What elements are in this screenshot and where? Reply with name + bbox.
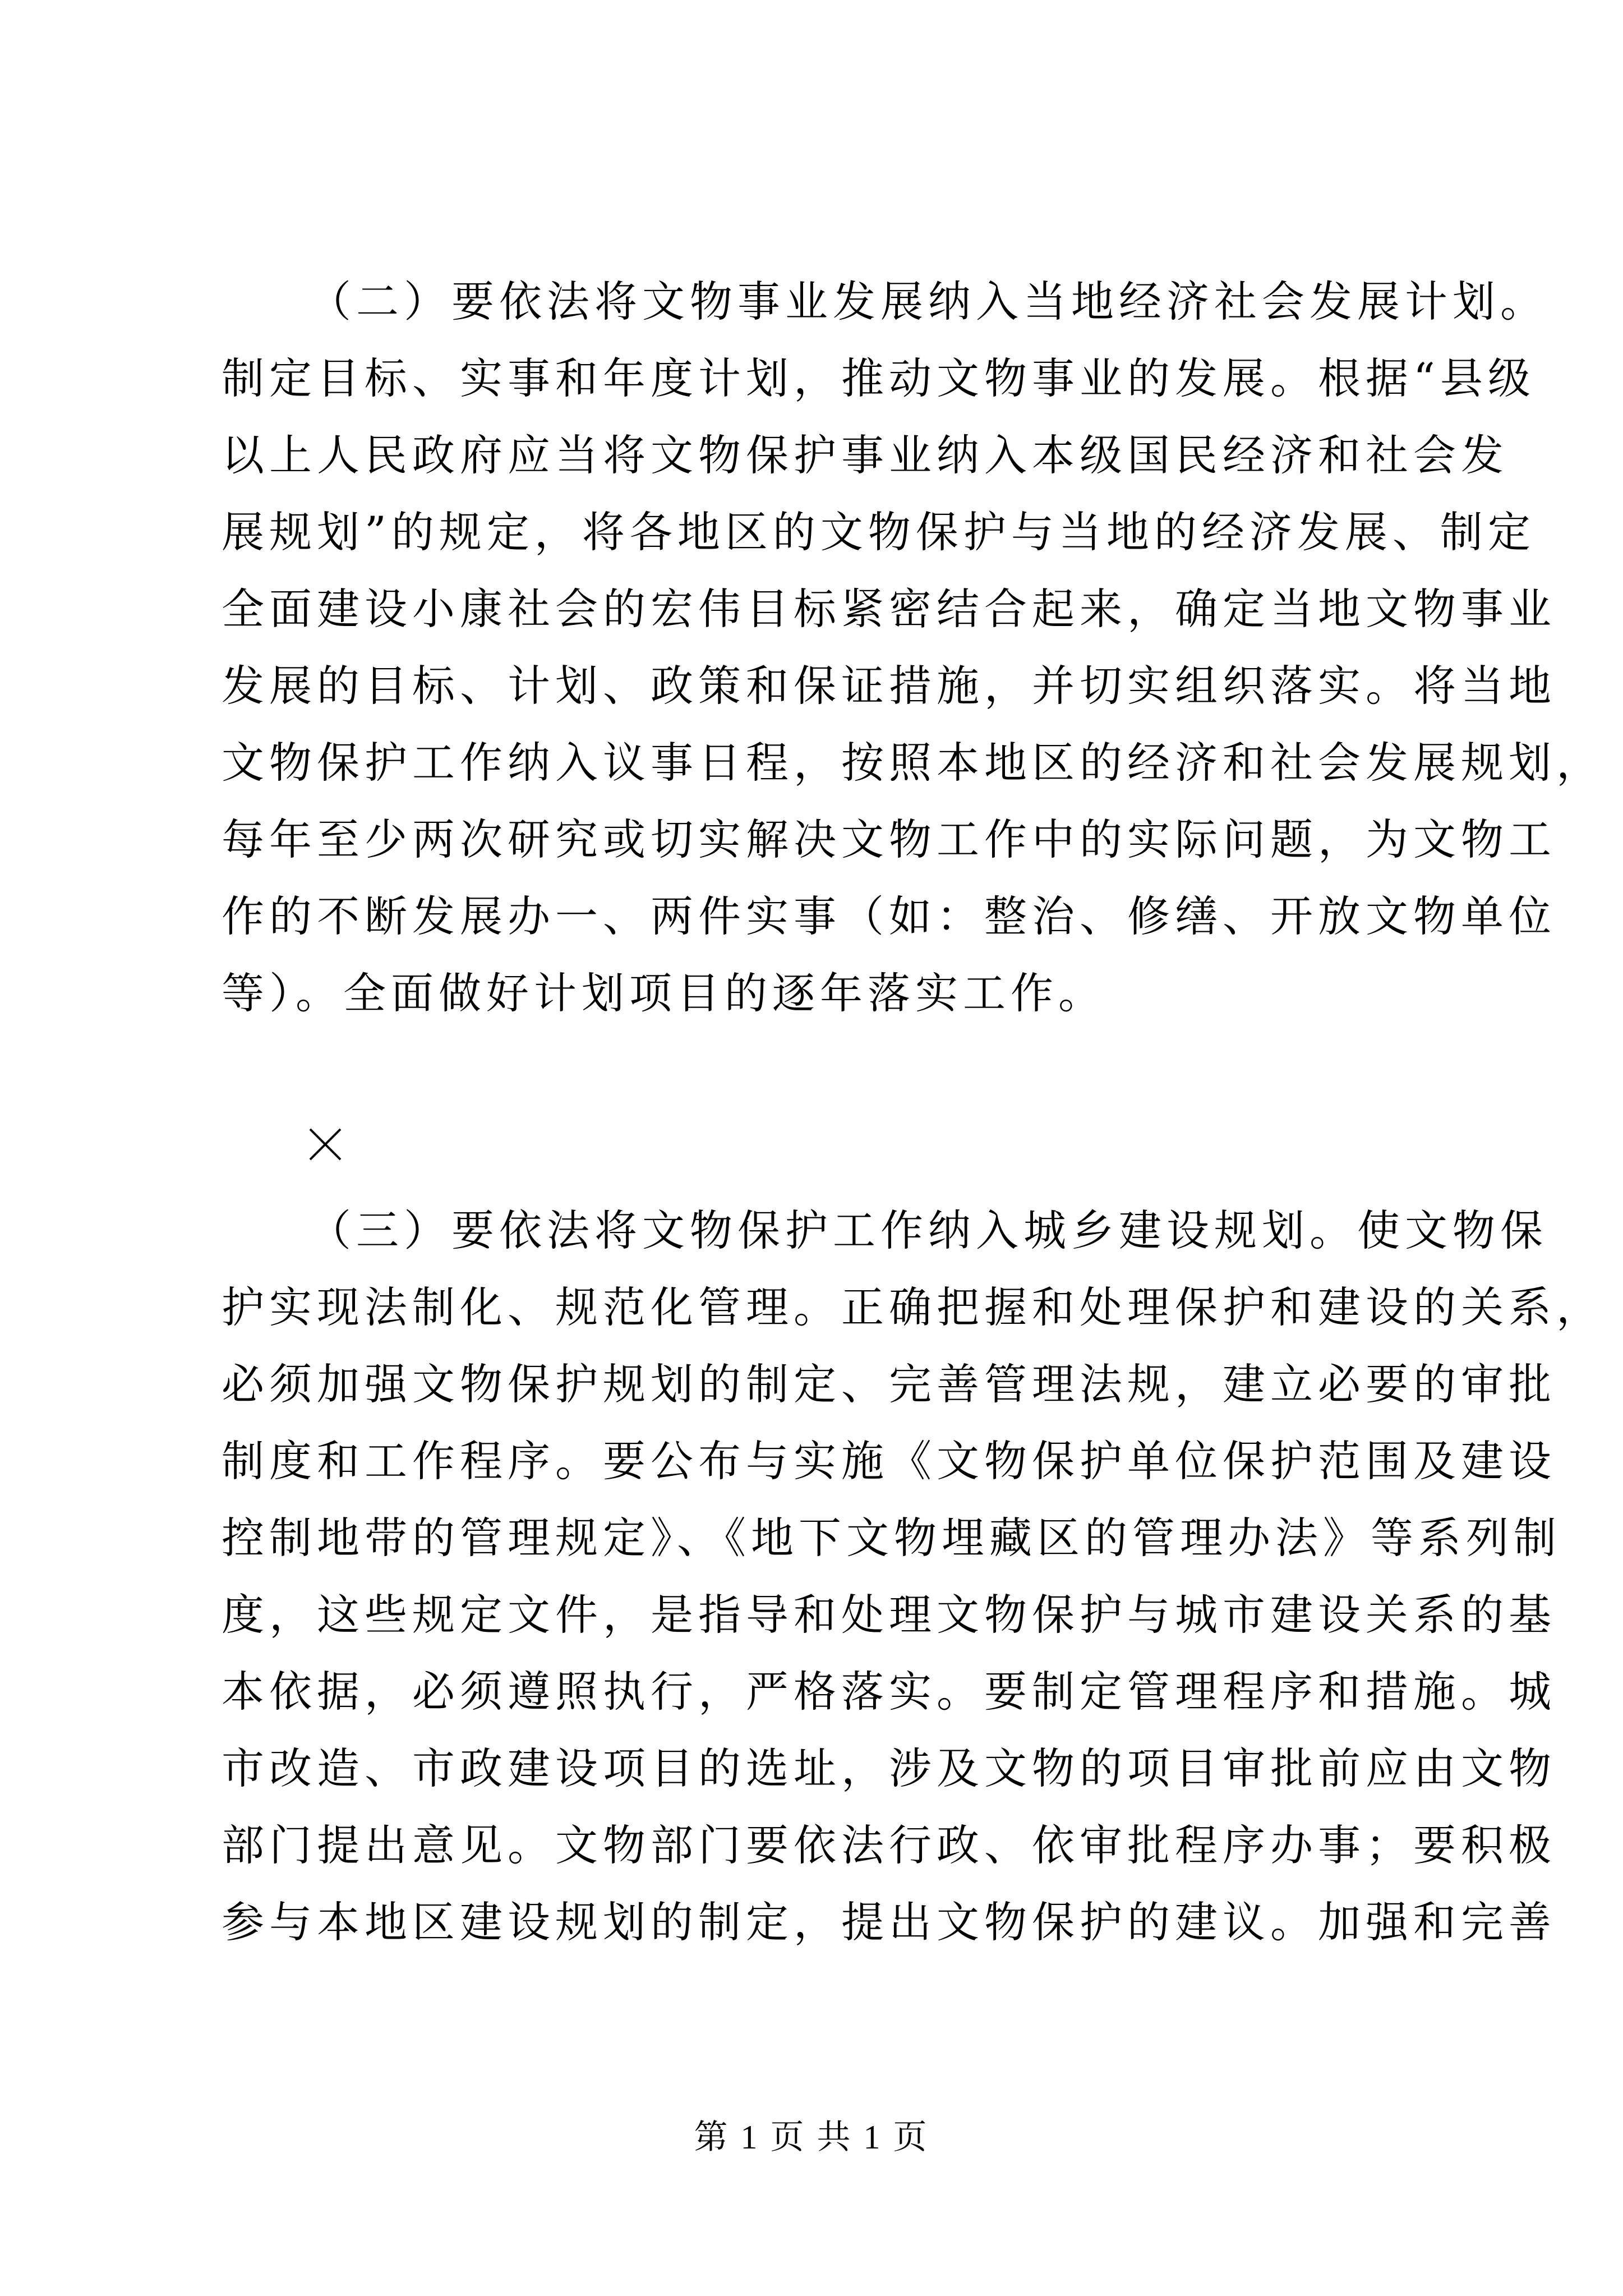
- section-2-line-3: 以上人民政府应当将文物保护事业纳入本级国民经济和社会发: [222, 430, 1509, 480]
- section-3-line-9: 部门提出意见。文物部门要依法行政、依审批程序办事；要积极: [222, 1820, 1556, 1870]
- section-2-line-9: 作的不断发展办一、两件实事（如：整治、修缮、开放文物单位: [222, 891, 1556, 941]
- section-3-line-8: 市改造、市政建设项目的选址，涉及文物的项目审批前应由文物: [222, 1743, 1556, 1793]
- section-2-line-2: 制定目标、实事和年度计划，推动文物事业的发展。根据“县级: [222, 353, 1536, 403]
- section-3-line-1: （三）要依法将文物保护工作纳入城乡建设规划。使文物保: [308, 1205, 1548, 1255]
- section-2-line-7: 文物保护工作纳入议事日程，按照本地区的经济和社会发展规划，: [222, 738, 1604, 788]
- section-3-line-7: 本依据，必须遵照执行，严格落实。要制定管理程序和措施。城: [222, 1667, 1556, 1717]
- section-2-line-10: 等）。全面做好计划项目的逐年落实工作。: [222, 968, 1106, 1018]
- section-3-line-3: 必须加强文物保护规划的制定、完善管理法规，建立必要的审批: [222, 1359, 1556, 1409]
- cross-mark-icon: [306, 1125, 345, 1164]
- page-footer: 第 1 页 共 1 页: [694, 2119, 929, 2156]
- section-2-line-4: 展规划”的规定，将各地区的文物保护与当地的经济发展、制定: [222, 507, 1536, 557]
- section-2-line-5: 全面建设小康社会的宏伟目标紧密结合起来，确定当地文物事业: [222, 584, 1556, 634]
- section-3-line-4: 制度和工作程序。要公布与实施《文物保护单位保护范围及建设: [222, 1436, 1556, 1486]
- section-3-line-5: 控制地带的管理规定》、《地下文物埋藏区的管理办法》等系列制: [222, 1513, 1561, 1563]
- section-3-line-6: 度，这些规定文件，是指导和处理文物保护与城市建设关系的基: [222, 1590, 1556, 1640]
- section-2-line-8: 每年至少两次研究或切实解决文物工作中的实际问题，为文物工: [222, 815, 1556, 864]
- section-2-line-6: 发展的目标、计划、政策和保证措施，并切实组织落实。将当地: [222, 661, 1556, 711]
- section-3-line-2: 护实现法制化、规范化管理。正确把握和处理保护和建设的关系，: [222, 1282, 1604, 1332]
- section-3-line-10: 参与本地区建设规划的制定，提出文物保护的建议。加强和完善: [222, 1897, 1556, 1947]
- section-2-line-1: （二）要依法将文物事业发展纳入当地经济社会发展计划。: [308, 277, 1548, 326]
